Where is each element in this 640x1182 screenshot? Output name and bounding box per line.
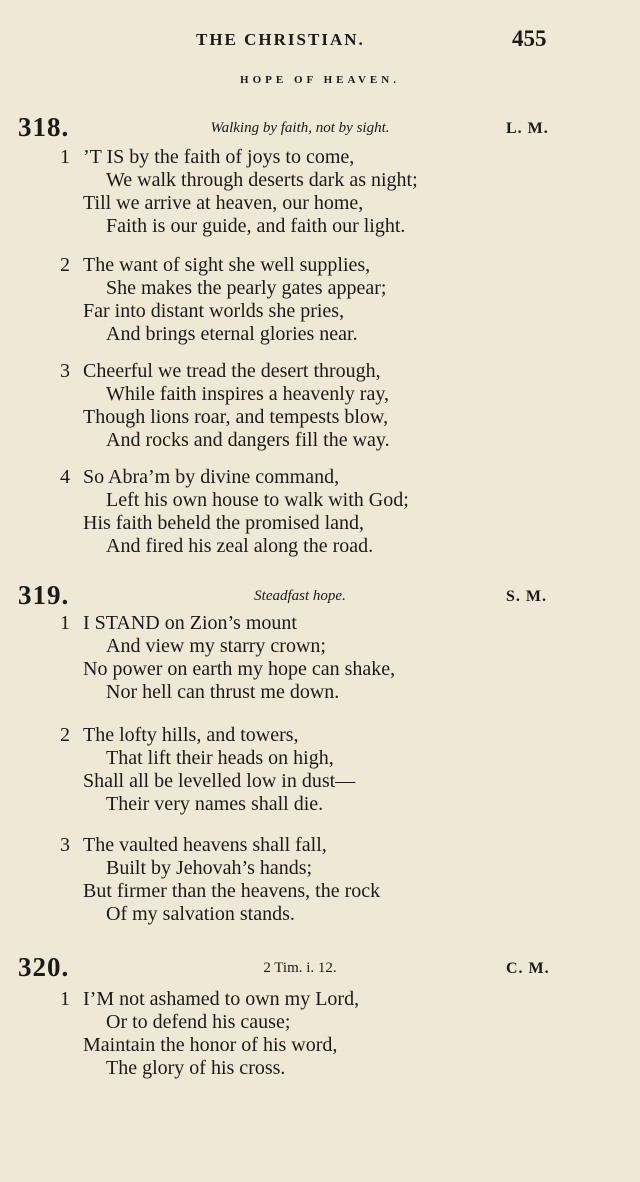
verse-line: Faith is our guide, and faith our light. — [106, 215, 406, 237]
running-title: THE CHRISTIAN. — [196, 30, 365, 49]
section-heading: HOPE OF HEAVEN. — [240, 74, 400, 86]
stanza-number: 1 — [60, 612, 70, 634]
verse-line: And fired his zeal along the road. — [106, 535, 374, 557]
verse-line: While faith inspires a heavenly ray, — [106, 383, 390, 405]
hymn-meter: C. M. — [506, 960, 550, 977]
stanza — [0, 146, 640, 238]
verse-line: She makes the pearly gates appear; — [106, 277, 387, 299]
verse-line: Their very names shall die. — [106, 793, 324, 815]
verse-line: The vaulted heavens shall fall, — [83, 834, 327, 856]
verse-line: So Abra’m by divine command, — [83, 466, 340, 488]
stanza — [0, 360, 640, 452]
verse-line: The glory of his cross. — [106, 1057, 286, 1079]
verse-line: But firmer than the heavens, the rock — [83, 880, 381, 902]
verse-line: Shall all be levelled low in dust— — [83, 770, 356, 792]
page-number: 455 — [512, 26, 547, 51]
verse-line: Of my salvation stands. — [106, 903, 295, 925]
verse-line: Maintain the honor of his word, — [83, 1034, 338, 1056]
stanza-number: 3 — [60, 834, 70, 856]
stanza — [0, 988, 640, 1080]
hymn-318-heading — [0, 112, 640, 142]
stanza-number: 2 — [60, 724, 70, 746]
hymn-title: Walking by faith, not by sight. — [210, 120, 390, 136]
verse-line: Though lions roar, and tempests blow, — [83, 406, 389, 428]
verse-line: And brings eternal glories near. — [106, 323, 358, 345]
hymn-meter: L. M. — [506, 120, 549, 137]
stanza-number: 3 — [60, 360, 70, 382]
hymn-title: 2 Tim. i. 12. — [263, 960, 337, 976]
verse-line: His faith beheld the promised land, — [83, 512, 365, 534]
verse-line: Left his own house to walk with God; — [106, 489, 409, 511]
verse-line: The lofty hills, and towers, — [83, 724, 299, 746]
stanza-number: 1 — [60, 988, 70, 1010]
stanza — [0, 834, 640, 926]
stanza — [0, 724, 640, 816]
stanza-number: 1 — [60, 146, 70, 168]
hymn-title: Steadfast hope. — [254, 588, 346, 604]
hymn-320-heading — [0, 952, 640, 982]
verse-line: We walk through deserts dark as night; — [106, 169, 418, 191]
verse-line: Far into distant worlds she pries, — [83, 300, 345, 322]
verse-line: I STAND on Zion’s mount — [83, 612, 297, 634]
hymn-319-heading — [0, 580, 640, 610]
verse-line: Till we arrive at heaven, our home, — [83, 192, 364, 214]
verse-line: No power on earth my hope can shake, — [83, 658, 396, 680]
hymn-meter: S. M. — [506, 588, 547, 605]
verse-line: And rocks and dangers fill the way. — [106, 429, 390, 451]
verse-line: Cheerful we tread the desert through, — [83, 360, 381, 382]
stanza — [0, 254, 640, 346]
verse-line: The want of sight she well supplies, — [83, 254, 371, 276]
stanza-number: 4 — [60, 466, 70, 488]
stanza — [0, 612, 640, 704]
hymn-number: 320. — [18, 952, 70, 982]
hymn-number: 318. — [18, 112, 70, 142]
verse-line: Nor hell can thrust me down. — [106, 681, 340, 703]
verse-line: That lift their heads on high, — [106, 747, 334, 769]
verse-line: I’M not ashamed to own my Lord, — [83, 988, 360, 1010]
stanza-number: 2 — [60, 254, 70, 276]
stanza — [0, 466, 640, 558]
verse-line: Or to defend his cause; — [106, 1011, 291, 1033]
verse-line: Built by Jehovah’s hands; — [106, 857, 313, 879]
verse-line: And view my starry crown; — [106, 635, 326, 657]
hymn-number: 319. — [18, 580, 70, 610]
running-header — [0, 26, 640, 54]
verse-line: ’T IS by the faith of joys to come, — [83, 146, 355, 168]
